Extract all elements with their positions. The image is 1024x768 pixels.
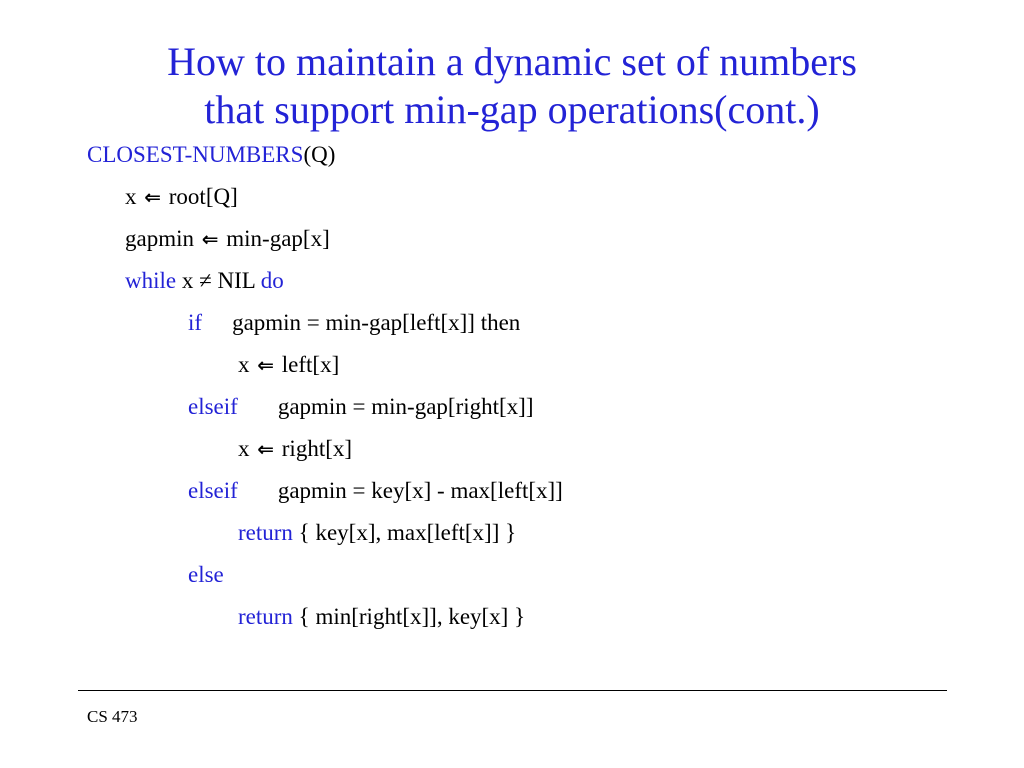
elseif-condition: gapmin = key[x] - max[left[x]] [277,478,563,503]
code-line-return-1 [238,519,516,547]
assign-lhs: gapmin [125,226,194,251]
code-line-else [188,561,224,589]
code-line-while [125,267,284,295]
keyword-else: else [188,562,224,587]
code-line-return-2 [238,603,525,631]
code-line-assign-root [125,183,238,211]
code-line-assign-right [238,435,352,463]
footer-divider [78,690,947,691]
left-arrow-icon: ⇐ [144,185,162,209]
assign-lhs: x [238,436,250,461]
code-line-if [188,309,520,337]
return-value: { key[x], max[left[x]] } [298,520,517,545]
title-line-2: that support min-gap operations(cont.) [204,87,820,132]
code-line-assign-gapmin [125,225,330,253]
return-value: { min[right[x]], key[x] } [298,604,526,629]
code-line-procedure [87,141,335,169]
left-arrow-icon: ⇐ [257,353,275,377]
assign-rhs: root[Q] [168,184,238,209]
keyword-elseif: elseif [188,478,238,503]
keyword-while: while [125,268,177,293]
code-line-elseif-1 [188,393,534,421]
procedure-name: CLOSEST-NUMBERS [87,142,304,167]
keyword-do: do [260,268,284,293]
code-line-elseif-2 [188,477,563,505]
left-arrow-icon: ⇐ [257,437,275,461]
if-condition: gapmin = min-gap[left[x]] then [232,310,521,335]
while-condition: x ≠ NIL [181,268,255,293]
code-line-assign-left [238,351,339,379]
keyword-if: if [188,310,203,335]
assign-lhs: x [125,184,137,209]
keyword-elseif: elseif [188,394,238,419]
assign-lhs: x [238,352,250,377]
assign-rhs: min-gap[x] [226,226,330,251]
assign-rhs: right[x] [281,436,353,461]
keyword-return: return [238,520,293,545]
keyword-return: return [238,604,293,629]
procedure-args: (Q) [303,142,336,167]
elseif-condition: gapmin = min-gap[right[x]] [277,394,534,419]
left-arrow-icon: ⇐ [201,227,219,251]
assign-rhs: left[x] [281,352,340,377]
title-line-1: How to maintain a dynamic set of numbers [167,39,857,84]
footer-course-label: CS 473 [87,707,138,726]
